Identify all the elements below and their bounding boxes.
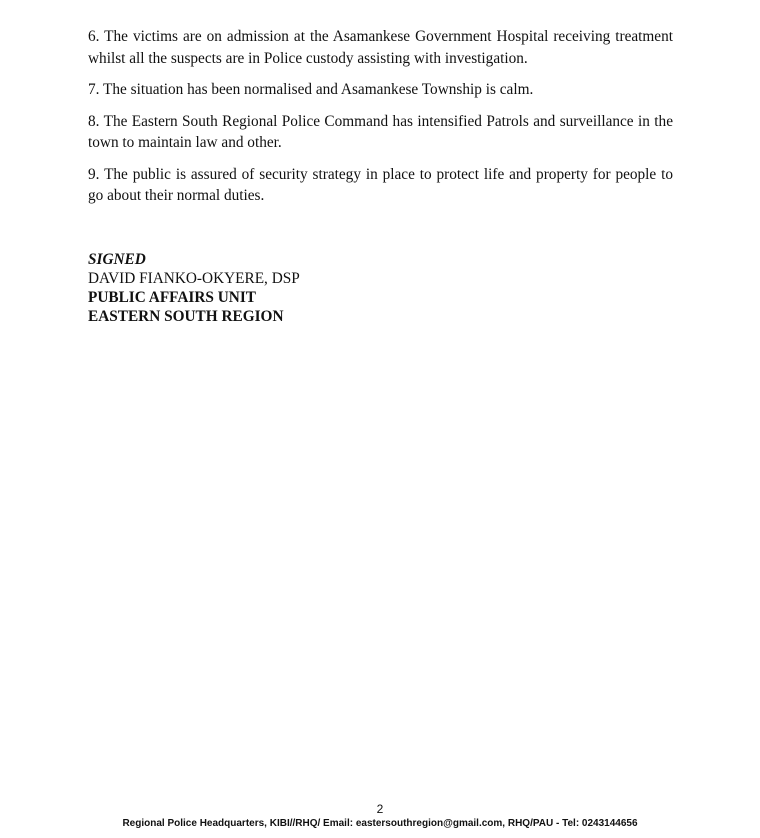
- signature-block: [88, 250, 488, 326]
- paragraph-8: 8. The Eastern South Regional Police Command has intensified Patrols and surveillance in the town to maintain law and other.: [88, 112, 673, 151]
- signatory-unit: PUBLIC AFFAIRS UNIT: [88, 289, 257, 306]
- signatory-region: EASTERN SOUTH REGION: [88, 308, 284, 325]
- document-body: [88, 26, 673, 217]
- paragraph-7: 7. The situation has been normalised and Asamankese Township is calm.: [88, 81, 534, 98]
- signed-label: SIGNED: [88, 251, 146, 268]
- paragraph-9: 9. The public is assured of security strategy in place to protect life and property for people to go about their normal duties.: [88, 165, 673, 204]
- signatory-name: DAVID FIANKO-OKYERE, DSP: [88, 270, 300, 287]
- paragraph-6: 6. The victims are on admission at the Asamankese Government Hospital receiving treatment whilst all the suspects are in Police custody assisting with investigation.: [88, 28, 673, 67]
- page-number: 2: [376, 802, 384, 816]
- page-footer: Regional Police Headquarters, KIBI//RHQ/ Email: eastersouthregion@gmail.com, RHQ/PAU - Tel: 0243144656: [122, 818, 638, 829]
